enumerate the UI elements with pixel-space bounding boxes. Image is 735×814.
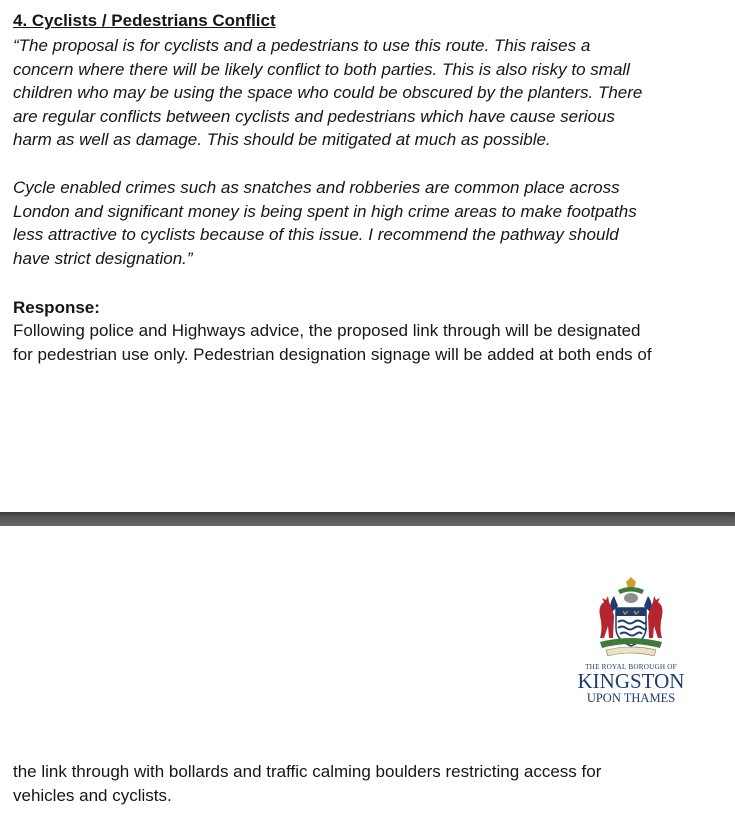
text-line: have strict designation.” — [13, 248, 193, 268]
response-paragraph — [13, 319, 652, 366]
quote-paragraph-1 — [13, 34, 642, 152]
continued-paragraph — [13, 760, 601, 807]
text-line: London and significant money is being spent in high crime areas to make footpaths — [13, 201, 637, 221]
logo-text-small: THE ROYAL BOROUGH OF — [585, 663, 677, 671]
section-heading: 4. Cyclists / Pedestrians Conflict — [13, 11, 276, 30]
kingston-logo — [572, 576, 690, 716]
text-line: concern where there will be likely conflict to both parties. This is also risky to small — [13, 59, 630, 79]
text-line: are regular conflicts between cyclists and pedestrians which have cause serious — [13, 106, 615, 126]
coat-of-arms-icon — [588, 576, 674, 660]
text-line: the link through with bollards and traffic calming boulders restricting access for — [13, 762, 602, 781]
text-line: harm as well as damage. This should be mitigated at much as possible. — [13, 130, 551, 150]
text-line: children who may be using the space who could be obscured by the planters. There — [13, 83, 643, 103]
logo-text-mid: UPON THAMES — [586, 691, 676, 705]
text-line: for pedestrian use only. Pedestrian designation signage will be added at both ends of — [13, 344, 652, 364]
text-line: vehicles and cyclists. — [13, 785, 172, 805]
text-line: Cycle enabled crimes such as snatches and robberies are common place across — [13, 178, 620, 197]
text-line: “The proposal is for cyclists and a pedestrians to use this route. This raises a — [13, 36, 591, 55]
response-label: Response: — [13, 298, 100, 317]
text-line: Following police and Highways advice, the proposed link through will be designated — [13, 321, 641, 340]
quote-paragraph-2 — [13, 176, 637, 270]
logo-text-big: KINGSTON — [577, 669, 685, 693]
page-divider — [0, 512, 735, 526]
text-line: less attractive to cyclists because of this issue. I recommend the pathway should — [13, 225, 619, 245]
